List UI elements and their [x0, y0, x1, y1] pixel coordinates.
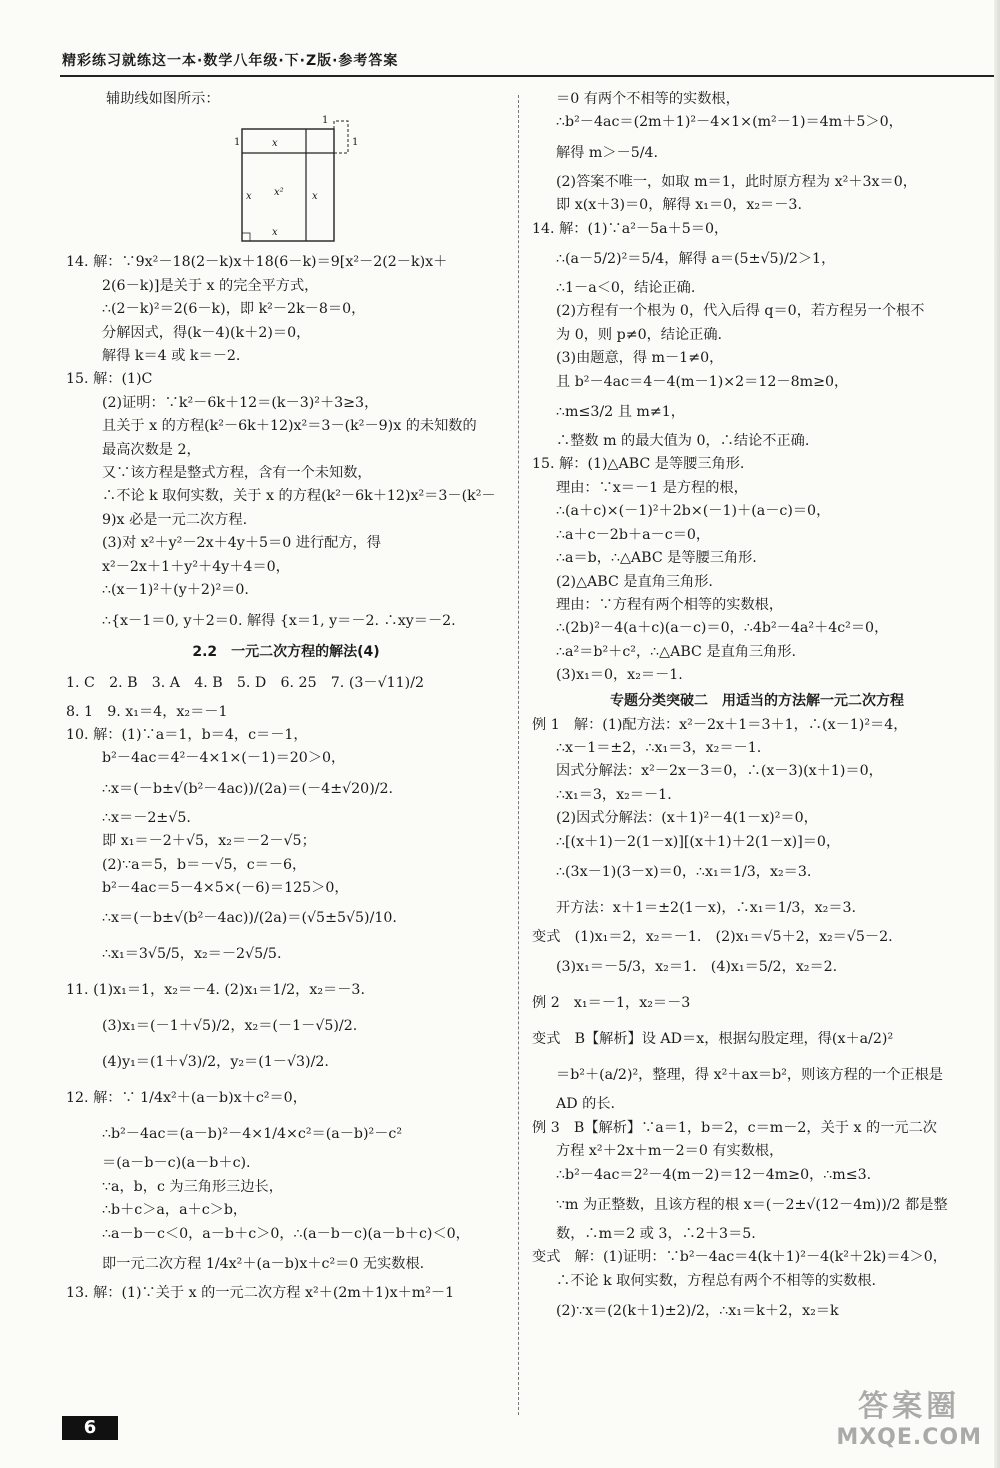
text-line: ∴{x－1＝0, y＋2＝0. 解得 {x＝1, y＝－2. ∴xy＝－2. [102, 612, 456, 629]
text-line: 8. 1 9. x₁＝4，x₂＝－1 [66, 703, 228, 720]
text-line: ∴x＝(－b±√(b²－4ac))/(2a)＝(－4±√20)/2. [102, 780, 394, 797]
text-line: b²－4ac＝5－4×5×(－6)＝125＞0， [102, 879, 349, 896]
text-line: ∴x₁＝3，x₂＝－1. [556, 786, 672, 803]
square-diagram [234, 111, 374, 251]
text-line: 又∵该方程是整式方程，含有一个未知数， [102, 465, 372, 482]
text-line: 15. 解：(1)C [66, 371, 153, 388]
text-line: 13. 解：(1)∵关于 x 的一元二次方程 x²＋(2m＋1)x＋m²－1 [66, 1284, 455, 1301]
watermark-logo [836, 1381, 982, 1450]
text-line: ∴a²＝b²＋c²，∴△ABC 是直角三角形. [556, 643, 797, 660]
section-title: 2.2 一元二次方程的解法(4) [192, 643, 380, 660]
text-line: ∴a－b－c＜0，a－b＋c＞0，∴(a－b－c)(a－b＋c)＜0， [102, 1225, 470, 1242]
label-one-right: 1 [352, 137, 359, 149]
label-one-top: 1 [322, 115, 329, 127]
scan-edge-shadow [994, 0, 1000, 1468]
label-one-left: 1 [234, 137, 241, 149]
text-line: ∴m≤3/2 且 m≠1， [556, 404, 685, 421]
text-line: ∴(2－k)²＝2(6－k)，即 k²－2k－8＝0， [102, 301, 366, 318]
left-column [66, 88, 506, 1305]
text-line: ∴整数 m 的最大值为 0，∴结论不正确. [556, 433, 810, 450]
text-line: 14. 解：∵9x²－18(2－k)x＋18(6－k)＝9[x²－2(2－k)x＋ [66, 254, 448, 271]
label-x-bottom: x [272, 227, 278, 239]
text-line: 解得 m＞－5/4. [556, 144, 659, 161]
text-line: 方程 x²＋2x＋m－2＝0 有实数根， [556, 1143, 784, 1160]
text-line: ＝b²＋(a/2)²，整理，得 x²＋ax＝b²，则该方程的一个正根是 [556, 1067, 943, 1084]
text-line: 即一元二次方程 1/4x²＋(a－b)x＋c²＝0 无实数根. [102, 1255, 425, 1272]
text-line: 且 b²－4ac＝4－4(m－1)×2＝12－8m≥0， [556, 373, 849, 390]
text-line: (2)方程有一个根为 0，代入后得 q＝0，若方程另一个根不 [556, 303, 925, 320]
text-line: ∴(x－1)²＋(y＋2)²＝0. [102, 582, 249, 599]
section-title: 专题分类突破二 用适当的方法解一元二次方程 [610, 692, 904, 709]
text-line: 变式 B【解析】设 AD＝x，根据勾股定理，得(x＋a/2)² [532, 1031, 894, 1048]
label-x-top: x [272, 138, 278, 150]
text-line: ∴不论 k 取何实数，方程总有两个不相等的实数根. [556, 1272, 877, 1289]
header-rule [60, 75, 1000, 77]
label-x-right: x [312, 191, 318, 203]
text-line: 数，∴m＝2 或 3，∴2＋3＝5. [556, 1226, 756, 1242]
text-line: ∴b²－4ac＝2²－4(m－2)＝12－4m≥0，∴m≤3. [556, 1166, 872, 1183]
text-line: (2)答案不唯一，如取 m＝1，此时原方程为 x²＋3x＝0， [556, 173, 917, 190]
text-line: ∴x－1＝±2，∴x₁＝3，x₂＝－1. [556, 739, 762, 756]
watermark-title: 答案圈 [858, 1389, 961, 1424]
text-line: (2)证明：∵k²－6k＋12＝(k－3)²＋3≥3， [102, 394, 379, 411]
text-line: (3)由题意，得 m－1≠0， [556, 350, 724, 367]
label-x-left: x [246, 191, 252, 203]
text-line: ∴[(x＋1)－2(1－x)][(x＋1)＋2(1－x)]＝0， [556, 833, 841, 850]
text-line: ∴不论 k 取何实数，关于 x 的方程(k²－6k＋12)x²＝3－(k²－ [102, 488, 496, 505]
text-line: 开方法：x＋1＝±2(1－x)，∴x₁＝1/3，x₂＝3. [556, 899, 857, 916]
text-line: ∵a，b，c 为三角形三边长， [102, 1178, 283, 1195]
text-line: 12. 解：∵ 1/4x²＋(a－b)x＋c²＝0， [66, 1090, 307, 1107]
text-line: 例 2 x₁＝－1，x₂＝－3 [532, 995, 691, 1012]
text-line: 例 1 解：(1)配方法：x²－2x＋1＝3＋1，∴(x－1)²＝4， [532, 716, 908, 733]
text-line: AD 的长. [556, 1096, 616, 1113]
text-line: ∴(a＋c)×(－1)²＋2b×(－1)＋(a－c)＝0， [556, 503, 831, 520]
text-line: ＝0 有两个不相等的实数根， [556, 91, 740, 107]
text-line: (2)∵a＝5，b＝－√5，c＝－6， [102, 856, 307, 873]
text-line: 15. 解：(1)△ABC 是等腰三角形. [532, 456, 745, 473]
text-line: (2)△ABC 是直角三角形. [556, 573, 713, 590]
text-line: ＝(a－b－c)(a－b＋c). [102, 1155, 251, 1172]
text-line: ∴b²－4ac＝(2m＋1)²－4×1×(m²－1)＝4m＋5＞0， [556, 114, 903, 131]
text-line: ∴(a－5/2)²＝5/4，解得 a＝(5±√5)/2＞1， [556, 251, 836, 268]
text-line: ∴a＝b，∴△ABC 是等腰三角形. [556, 550, 757, 567]
text-line: ∴x₁＝3√5/5，x₂＝－2√5/5. [102, 946, 282, 963]
text-line: (3)x₁＝－5/3，x₂＝1. (4)x₁＝5/2，x₂＝2. [556, 959, 838, 976]
right-column [532, 88, 982, 1329]
text-line: ∴b＋c＞a，a＋c＞b， [102, 1202, 248, 1219]
text-line: ∵m 为正整数，且该方程的根 x＝(－2±√(12－4m))/2 都是整 [556, 1197, 948, 1213]
column-divider [518, 95, 519, 1415]
text-line: 变式 解：(1)证明：∵b²－4ac＝4(k＋1)²－4(k²＋2k)＝4＞0， [532, 1249, 947, 1266]
page-number: 6 [62, 1416, 118, 1440]
text-line: 即 x₁＝－2＋√5，x₂＝－2－√5； [102, 833, 316, 850]
text-line: 因式分解法：x²－2x－3＝0，∴(x－3)(x＋1)＝0， [556, 763, 883, 780]
text-line: (3)x₁＝(－1＋√5)/2，x₂＝(－1－√5)/2. [102, 1018, 358, 1035]
text-line: ∴(3x－1)(3－x)＝0，∴x₁＝1/3，x₂＝3. [556, 863, 812, 880]
text-line: 且关于 x 的方程(k²－6k＋12)x²＝3－(k²－9)x 的未知数的 [102, 418, 477, 435]
text-line: 即 x(x＋3)＝0，解得 x₁＝0，x₂＝－3. [556, 197, 802, 214]
text-line: 14. 解：(1)∵a²－5a＋5＝0， [532, 220, 729, 237]
text-line: 10. 解：(1)∵a＝1，b＝4，c＝－1， [66, 726, 308, 743]
text-line: 例 3 B【解析】∵a＝1，b＝2，c＝m－2，关于 x 的一元二次 [532, 1119, 937, 1136]
text-line: b²－4ac＝4²－4×1×(－1)＝20＞0， [102, 750, 346, 767]
text-line: (3)对 x²＋y²－2x＋4y＋5＝0 进行配方，得 [102, 535, 381, 552]
text-line: ∴b²－4ac＝(a－b)²－4×1/4×c²＝(a－b)²－c² [102, 1126, 403, 1143]
text-line: ∴(2b)²－4(a＋c)(a－c)＝0，∴4b²－4a²＋4c²＝0， [556, 620, 889, 637]
auxiliary-line-figure [234, 111, 506, 251]
text-line: 分解因式，得(k－4)(k＋2)＝0， [102, 324, 311, 341]
text-line: 解得 k＝4 或 k＝－2. [102, 348, 241, 365]
page-header: 精彩练习就练这一本·数学八年级·下·Z版·参考答案 [62, 53, 399, 69]
text-line: ∴1－a＜0，结论正确. [556, 280, 696, 297]
text-line: 理由：∵方程有两个相等的实数根， [556, 596, 784, 613]
watermark-url: MXQE.COM [836, 1425, 982, 1450]
text-line: (4)y₁＝(1＋√3)/2，y₂＝(1－√3)/2. [102, 1054, 329, 1071]
text-line: ∴a＋c－2b＋a－c＝0， [556, 526, 711, 543]
text-line: 1. C 2. B 3. A 4. B 5. D 6. 25 7. (3－√11)/2 [66, 674, 425, 691]
text-line: x²－2x＋1＋y²＋4y＋4＝0， [102, 558, 290, 575]
label-x-squared: x² [274, 187, 284, 199]
text-line: 变式 (1)x₁＝2，x₂＝－1. (2)x₁＝√5＋2，x₂＝√5－2. [532, 928, 893, 945]
text-line: 2(6－k)]是关于 x 的完全平方式， [102, 277, 319, 294]
text-line: 理由：∵x＝－1 是方程的根， [556, 479, 748, 496]
text-line: (3)x₁＝0，x₂＝－1. [556, 667, 683, 684]
text-line: ∴x＝(－b±√(b²－4ac))/(2a)＝(√5±5√5)/10. [102, 910, 397, 927]
text-line: ∴x＝－2±√5. [102, 809, 191, 826]
text-line: 9)x 必是一元二次方程. [102, 511, 248, 528]
text-line: 最高次数是 2， [102, 441, 201, 458]
text-line: 11. (1)x₁＝1，x₂＝－4. (2)x₁＝1/2，x₂＝－3. [66, 982, 365, 999]
text-line: (2)因式分解法：(x＋1)²－4(1－x)²＝0， [556, 810, 818, 827]
text-line: (2)∵x＝(2(k＋1)±2)/2，∴x₁＝k＋2，x₂＝k [556, 1303, 839, 1320]
figure-caption: 辅助线如图所示： [106, 91, 220, 107]
text-line: 为 0，则 p≠0，结论正确. [556, 326, 723, 343]
